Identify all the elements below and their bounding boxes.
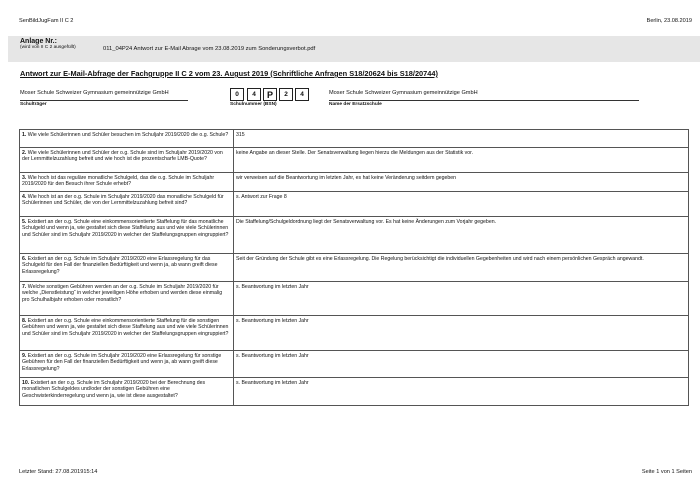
- question-cell: [20, 316, 234, 351]
- bsn-digit-4: 2: [279, 88, 293, 101]
- table-row: [20, 148, 689, 173]
- question-number: 10.: [22, 379, 30, 386]
- bsn-digit-3: P: [263, 88, 277, 101]
- annex-note: (wird von II C 2 ausgefüllt): [20, 45, 76, 50]
- question-cell: [20, 173, 234, 192]
- answer-cell: Die Staffelung/Schulgeldordnung liegt der Senatsverwaltung vor. Es hat keine Änderungen zum Vorjahr gegeben.: [234, 217, 689, 254]
- question-text: Welche sonstigen Gebühren werden an der o.g. Schule im Schuljahr 2019/2020 für welche „Dienstleistung“ in welcher jeweiligen Höhe erhoben und werden diese einmalig pro Schulhalbjahr erhoben oder monatlich?: [22, 283, 223, 303]
- question-number: 9.: [22, 352, 27, 359]
- annex-label: Anlage Nr.:: [20, 38, 57, 45]
- table-row: [20, 378, 689, 406]
- question-number: 8.: [22, 317, 27, 324]
- table-row: [20, 173, 689, 192]
- header-office: SenBildJugFam II C 2: [19, 18, 74, 24]
- answer-cell: keine Angabe an dieser Stelle. Der Senatsverwaltung liegen hierzu die Meldungen aus der Statistik vor.: [234, 148, 689, 173]
- answer-cell: s. Beantwortung im letzten Jahr: [234, 378, 689, 406]
- document-title: Antwort zur E-Mail-Abfrage der Fachgruppe II C 2 vom 23. August 2019 (Schriftliche Anfragen S18/20624 bis S18/20744): [20, 69, 438, 78]
- question-cell: [20, 282, 234, 316]
- question-number: 3.: [22, 174, 27, 181]
- question-text: Existiert an der o.g. Schule eine einkommensorientierte Staffelung für die sonstigen Gebühren und wenn ja, wie gestaltet sich diese Staffelung aus und wie viele Schülerinnen und Schüler sind im Schuljahr 2019/2020 in welcher der Staffelungsgruppen eingruppiert?: [22, 317, 229, 337]
- question-cell: [20, 378, 234, 406]
- footer-page-count: Seite 1 von 1 Seiten: [641, 469, 692, 475]
- question-cell: [20, 254, 234, 282]
- table-row: [20, 254, 689, 282]
- question-cell: [20, 217, 234, 254]
- bsn-digit-2: 4: [247, 88, 261, 101]
- question-number: 5.: [22, 218, 27, 225]
- question-text: Wie hoch ist das reguläre monatliche Schulgeld, das die o.g. Schule im Schuljahr 2019/2020 für den Besuch ihrer Schule erhebt?: [22, 174, 215, 188]
- question-cell: [20, 130, 234, 148]
- question-text: Existiert an der o.g. Schule im Schuljahr 2019/2020 eine Erlassregelung für sonstige Gebühren für den Fall der finanziellen Bedürftigkeit und wenn ja, ab wann greift diese Erlassregelung?: [22, 352, 222, 372]
- question-number: 6.: [22, 255, 27, 262]
- table-row: [20, 282, 689, 316]
- question-text: Wie viele Schülerinnen und Schüler der o.g. Schule sind im Schuljahr 2019/2020 von der Lernmittelzuzahlung befreit und wie hoch ist die prozentscharfe LMB-Quote?: [22, 149, 223, 163]
- annex-filename: 011_04P24 Antwort zur E-Mail Abrage vom 23.08.2019 zum Sonderungsverbot.pdf: [103, 46, 316, 52]
- bsn-digit-1: 0: [230, 88, 244, 101]
- question-cell: [20, 192, 234, 217]
- answer-cell: 315: [234, 130, 689, 148]
- question-text: Wie hoch ist an der o.g. Schule im Schuljahr 2019/2020 das monatliche Schulgeld für Schülerinnen und Schüler, die von der Lernmittelzuzahlung befreit sind?: [22, 193, 224, 207]
- school-name-value: Moser Schule Schweizer Gymnasium gemeinnützige GmbH: [329, 90, 478, 96]
- answer-cell: Seit der Gründung der Schule gibt es eine Erlassregelung. Die Regelung berücksichtigt die individuellen Gegebenheiten und wird nach einem persönlichen Gespräch angewandt.: [234, 254, 689, 282]
- question-text: Wie viele Schülerinnen und Schüler besuchen im Schuljahr 2019/2020 die o.g. Schule?: [27, 131, 229, 138]
- school-name-underline: [329, 100, 639, 101]
- school-name-label: Name der Ersatzschule: [329, 102, 382, 107]
- answer-cell: s. Antwort zur Frage 8: [234, 192, 689, 217]
- question-number: 7.: [22, 283, 27, 290]
- answer-cell: s. Beantwortung im letzten Jahr: [234, 351, 689, 378]
- traeger-underline: [20, 100, 188, 101]
- table-row: [20, 130, 689, 148]
- table-row: [20, 217, 689, 254]
- question-number: 1.: [22, 131, 27, 138]
- question-cell: [20, 351, 234, 378]
- traeger-value: Moser Schule Schweizer Gymnasium gemeinnützige GmbH: [20, 90, 169, 96]
- question-text: Existiert an der o.g. Schule im Schuljahr 2019/2020 bei der Berechnung des monatlichen Schulgeldes und/oder der sonstigen Gebühren eine Geschwisterkinderregelung und wenn ja, wie ist diese ausgestaltet?: [22, 379, 206, 399]
- qa-table: [19, 129, 689, 406]
- question-number: 4.: [22, 193, 27, 200]
- question-text: Existiert an der o.g. Schule im Schuljahr 2019/2020 eine Erlassregelung für das Schulgeld für den Fall der finanziellen Bedürftigkeit und wenn ja, ab wann greift diese Erlassregelung?: [22, 255, 218, 275]
- traeger-label: Schulträger: [20, 102, 47, 107]
- bsn-digit-5: 4: [295, 88, 309, 101]
- footer-last-updated: Letzter Stand: 27.08.201915:14: [19, 469, 98, 475]
- bsn-label: Schulnummer (BSN): [230, 102, 277, 107]
- question-text: Existiert an der o.g. Schule eine einkommensorientierte Staffelung für das monatliche Schulgeld und wenn ja, wie gestaltet sich diese Staffelung aus und wie viele Schülerinnen und Schüler sind im Schuljahr 2019/2020 in welcher der Staffelungsgruppen eingruppiert?: [22, 218, 229, 238]
- question-cell: [20, 148, 234, 173]
- answer-cell: wir verweisen auf die Beantwortung im letzten Jahr, es hat keine Veränderung seitdem gegeben: [234, 173, 689, 192]
- answer-cell: s. Beantwortung im letzten Jahr: [234, 282, 689, 316]
- header-date: Berlin, 23.08.2019: [646, 18, 692, 24]
- table-row: [20, 192, 689, 217]
- table-row: [20, 351, 689, 378]
- answer-cell: s. Beantwortung im letzten Jahr: [234, 316, 689, 351]
- question-number: 2.: [22, 149, 27, 156]
- table-row: [20, 316, 689, 351]
